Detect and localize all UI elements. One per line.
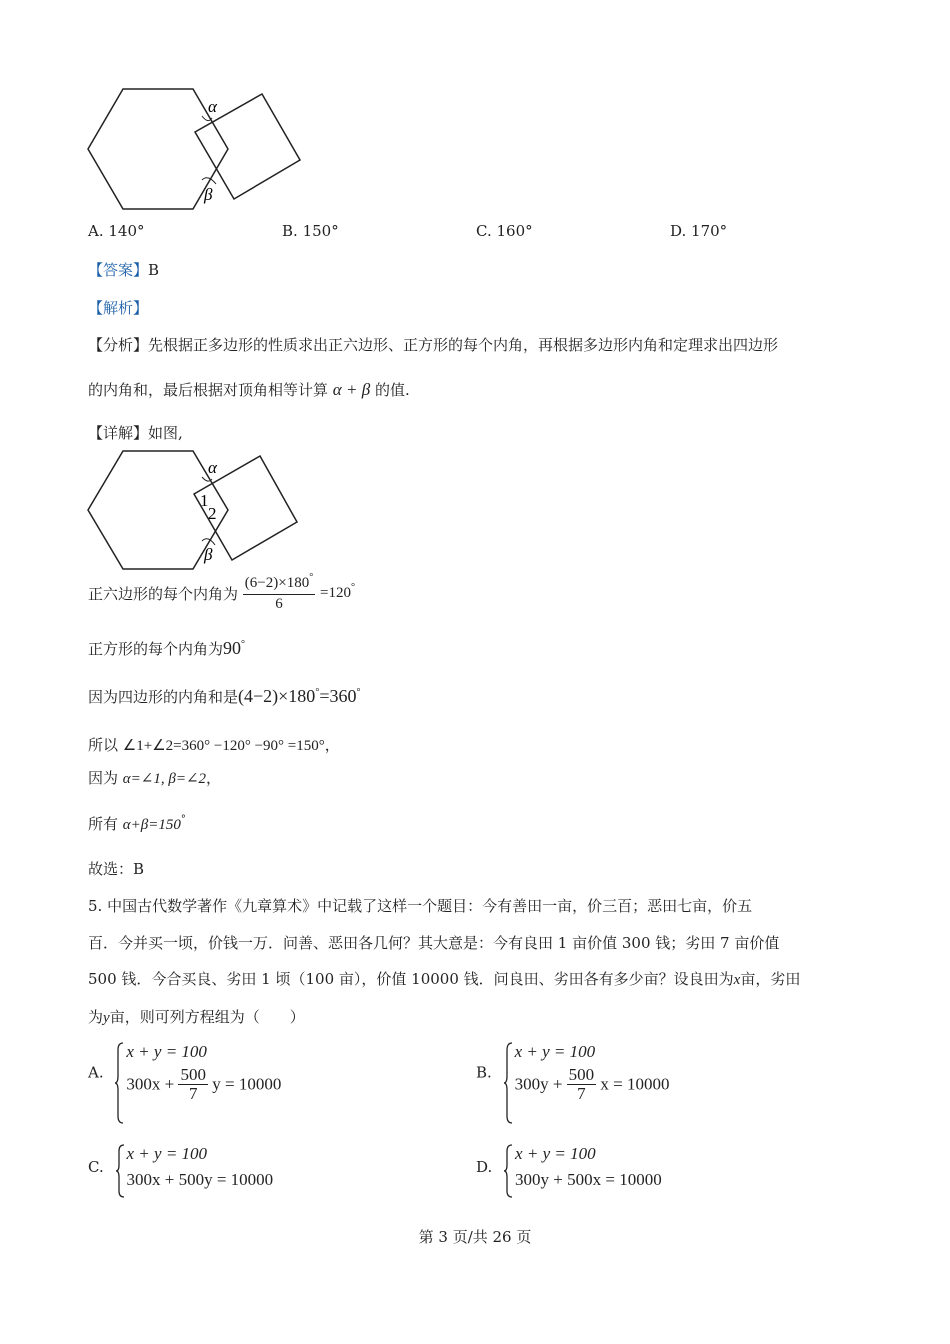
fenxi-line-2: [88, 379, 410, 400]
q5-text-3a: 500 钱．今合买良、劣田 1 顷（100 亩），价值 10000 钱．问良田、劣田各有多少亩？设良田为: [88, 970, 734, 988]
hex-numerator: (6−2)×180: [244, 575, 310, 591]
xiangjie-tag: 【详解】: [88, 424, 149, 442]
answer-value: B: [148, 261, 160, 279]
equation-2: [126, 1066, 281, 1103]
fenxi-tag: 【分析】: [88, 336, 149, 354]
option-value: 160°: [496, 222, 533, 240]
suoyi-math: ∠1+∠2=360° −120° −90° =150°: [122, 738, 325, 754]
equation-1: x + y = 100: [515, 1144, 596, 1163]
answer-tag: 【答案】: [88, 261, 149, 279]
hex-text: 正六边形的每个内角为: [88, 585, 239, 603]
hex-fraction: $\frac{(6-2)\times 180^\circ}{6}$: [244, 572, 314, 612]
eq2-num: 500: [568, 1065, 595, 1084]
brace-icon: [503, 1042, 513, 1124]
equation-1: x + y = 100: [126, 1042, 207, 1061]
q5-line-4: [88, 1006, 305, 1027]
brace-icon: [115, 1144, 125, 1198]
equation-2: 300x + 500y = 10000: [126, 1170, 274, 1189]
option-c[interactable]: [476, 222, 533, 240]
equation-system: [114, 1042, 281, 1103]
option-d[interactable]: [670, 222, 727, 240]
q5-var-y: y: [103, 1010, 110, 1026]
yinwei-math: α=∠1, β=∠2: [122, 771, 207, 787]
option-letter: D.: [476, 1158, 493, 1176]
option-letter: C.: [476, 222, 492, 240]
q5-line-3: [88, 968, 800, 989]
q5-option-a[interactable]: [88, 1042, 281, 1103]
equation-2: 300y + 500x = 10000: [515, 1170, 662, 1189]
hex-denominator: 6: [275, 596, 283, 612]
eq2-pre: 300y +: [514, 1074, 563, 1094]
square-value: 90: [223, 638, 242, 658]
option-letter: A.: [88, 222, 104, 240]
q5-option-d[interactable]: [476, 1144, 662, 1190]
quad-sum-line: 因为四边形的内角和是(4−2)×180°=360°: [88, 686, 361, 706]
brace-icon: [114, 1042, 124, 1124]
eq2-post: x = 10000: [600, 1074, 670, 1094]
fenxi-math: α + β: [332, 380, 371, 399]
angle-1-label: 1: [200, 491, 209, 510]
hex-angle-line: 正六边形的每个内角为 $\frac{(6-2)\times 180^\circ}{6}$ =120°: [88, 572, 355, 612]
guxuan-line: 故选：B: [88, 860, 145, 878]
option-letter: B.: [282, 222, 298, 240]
equation-1: x + y = 100: [126, 1144, 208, 1163]
option-letter: A.: [88, 1063, 104, 1082]
xiangjie-text: 如图,: [148, 424, 183, 442]
option-value: 170°: [691, 222, 728, 240]
figure-hexagon-square-1: [80, 80, 320, 220]
yinwei-post: ，: [206, 769, 222, 787]
q5-var-x: x: [733, 972, 741, 988]
equation-system: [503, 1042, 670, 1103]
answer-line: [88, 259, 159, 280]
quad-math: (4−2)×180: [238, 686, 316, 706]
eq2-post: y = 10000: [212, 1074, 282, 1094]
angle-2-label: 2: [208, 504, 217, 523]
suoyou-math: α+β=150: [122, 817, 181, 833]
equation-1: x + y = 100: [514, 1042, 596, 1061]
analysis-tag: 【解析】: [88, 299, 149, 317]
equation-system: [115, 1144, 274, 1190]
option-a[interactable]: [88, 222, 145, 240]
alpha-label-1: α: [208, 97, 217, 116]
beta-label-1: β: [204, 185, 213, 204]
page-footer: 第 3 页/共 26 页: [418, 1228, 532, 1246]
suoyi-post: ，: [324, 736, 340, 754]
option-letter: D.: [670, 222, 687, 240]
suoyou-text: 所有: [88, 815, 119, 833]
alpha-label-2: α: [208, 458, 217, 477]
fenxi-text-3: 的值.: [374, 381, 410, 399]
option-value: 150°: [302, 222, 339, 240]
q5-option-b[interactable]: [476, 1042, 670, 1103]
quad-text: 因为四边形的内角和是: [88, 688, 239, 706]
suoyi-line: [88, 734, 340, 755]
eq2-num: 500: [180, 1065, 206, 1084]
option-letter: C.: [88, 1158, 104, 1176]
equation-system: [503, 1144, 662, 1190]
figure-hexagon-square-2: [80, 444, 320, 574]
q5-text-3b: 亩，劣田: [740, 970, 801, 988]
beta-label-2: β: [204, 545, 213, 564]
option-letter: B.: [476, 1063, 492, 1082]
square-angle-line: 正方形的每个内角为90°: [88, 638, 246, 658]
brace-icon: [503, 1144, 513, 1198]
hex-result: =120: [320, 585, 351, 601]
q5-text-4a: 为: [88, 1008, 104, 1026]
square-text: 正方形的每个内角为: [88, 640, 224, 658]
fenxi-text-1: 先根据正多边形的性质求出正六边形、正方形的每个内角，再根据多边形内角和定理求出四边形: [148, 336, 779, 354]
fenxi-text-2: 的内角和，最后根据对顶角相等计算: [88, 381, 329, 399]
fenxi-line-1: [88, 334, 778, 355]
suoyi-text: 所以: [88, 736, 119, 754]
q5-line-2: 百．今并买一顷，价钱一万．问善、恶田各几何？其大意是：今有良田 1 亩价值 300 钱；劣田 7 亩价值: [88, 934, 780, 952]
q5-text-4b: 亩，则可列方程组为（ ）: [109, 1008, 305, 1026]
q5-line-1: 5. 中国古代数学著作《九章算术》中记载了这样一个题目：今有善田一亩，价三百；恶田七亩，价五: [88, 897, 753, 915]
eq2-den: 7: [188, 1084, 198, 1103]
xiangjie-line: [88, 422, 183, 443]
eq2-den: 7: [577, 1084, 586, 1103]
eq2-pre: 300x +: [126, 1074, 175, 1094]
q5-option-c[interactable]: [88, 1144, 273, 1190]
quad-result: =360: [319, 686, 357, 706]
equation-2: [515, 1066, 670, 1103]
option-value: 140°: [108, 222, 145, 240]
suoyou-line: 所有 α+β=150°: [88, 814, 186, 833]
option-b[interactable]: [282, 222, 339, 240]
yinwei-line: [88, 767, 221, 788]
yinwei-text: 因为: [88, 769, 119, 787]
